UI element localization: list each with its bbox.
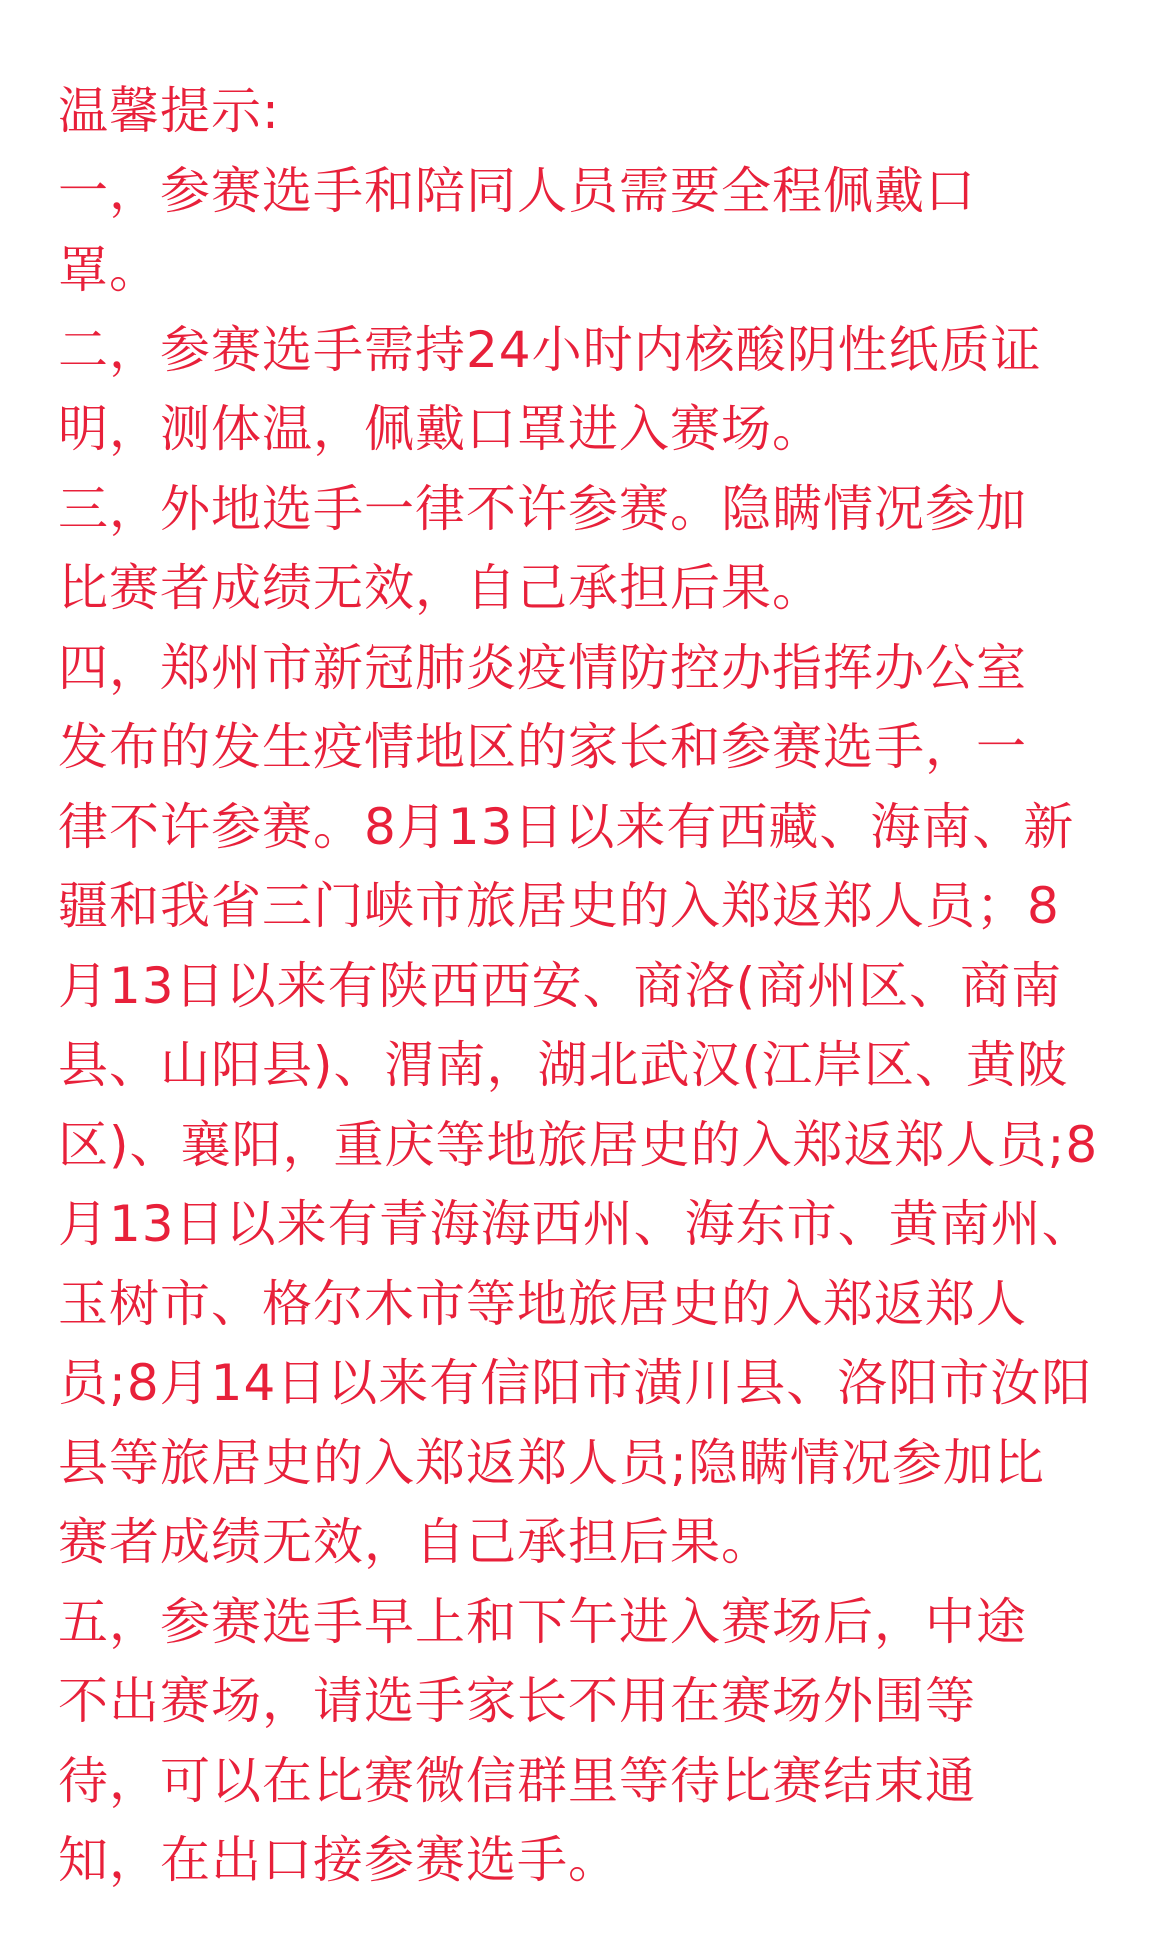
notice-line: 赛者成绩无效，自己承担后果。 xyxy=(58,1513,772,1571)
notice-line: 比赛者成绩无效，自己承担后果。 xyxy=(58,559,823,617)
notice-line: 律不许参赛。8月13日以来有西藏、海南、新 xyxy=(58,797,1075,856)
notice-line: 一，参赛选手和陪同人员需要全程佩戴口 xyxy=(58,161,976,220)
notice-line: 罩。 xyxy=(58,241,160,299)
notice-line: 玉树市、格尔木市等地旅居史的入郑返郑人 xyxy=(58,1274,1027,1333)
notice-line: 县、山阳县)、渭南，湖北武汉(江岸区、黄陂 xyxy=(58,1036,1069,1094)
notice-line: 区)、襄阳，重庆等地旅居史的入郑返郑人员;8 xyxy=(58,1115,1099,1174)
notice-line: 员;8月14日以来有信阳市潢川县、洛阳市汝阳 xyxy=(58,1354,1093,1412)
notice-line: 知，在出口接参赛选手。 xyxy=(58,1831,619,1889)
notice-text xyxy=(58,72,1099,1901)
notice-line: 三，外地选手一律不许参赛。隐瞒情况参加 xyxy=(58,479,1027,538)
notice-line: 四，郑州市新冠肺炎疫情防控办指挥办公室 xyxy=(58,638,1027,697)
notice-line: 发布的发生疫情地区的家长和参赛选手，一 xyxy=(58,718,1027,776)
notice-line: 县等旅居史的入郑返郑人员;隐瞒情况参加比 xyxy=(58,1433,1045,1492)
notice-line: 二，参赛选手需持24小时内核酸阴性纸质证 xyxy=(58,320,1042,379)
notice-line: 月13日以来有陕西西安、商洛(商州区、商南 xyxy=(58,956,1063,1015)
notice-line: 五，参赛选手早上和下午进入赛场后，中途 xyxy=(58,1592,1027,1651)
notice-title: 温馨提示: xyxy=(58,82,280,140)
notice-line: 明，测体温，佩戴口罩进入赛场。 xyxy=(58,400,823,458)
notice-line: 待，可以在比赛微信群里等待比赛结束通 xyxy=(58,1751,976,1810)
notice-line: 疆和我省三门峡市旅居史的入郑返郑人员；8 xyxy=(58,877,1060,935)
notice-line: 不出赛场，请选手家长不用在赛场外围等 xyxy=(58,1672,976,1730)
notice-line: 月13日以来有青海海西州、海东市、黄南州、 xyxy=(58,1195,1093,1253)
